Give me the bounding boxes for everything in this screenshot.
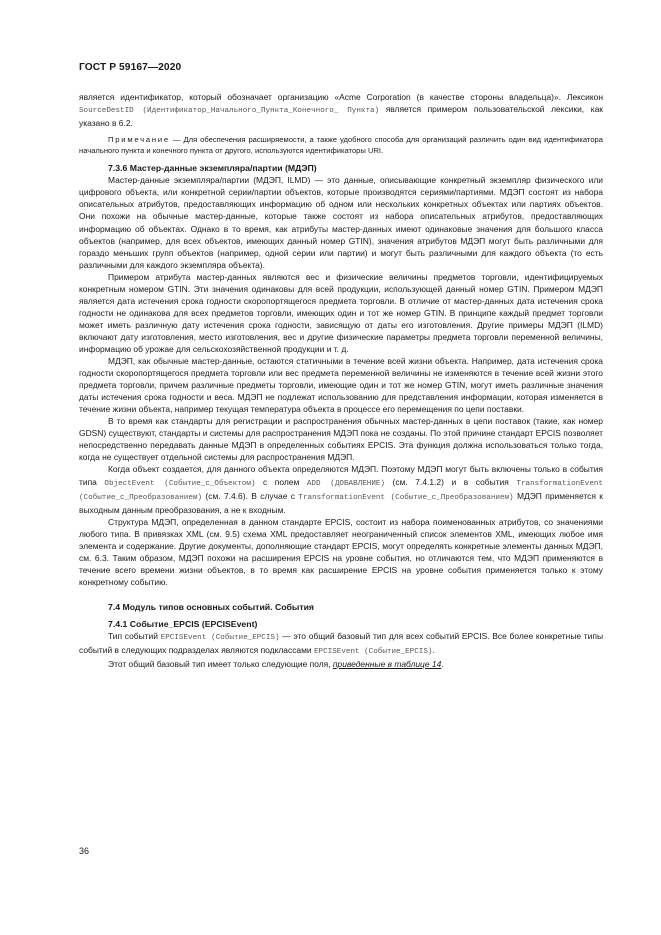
section-heading-7-3-6: 7.3.6 Мастер-данные экземпляра/партии (МДЭП) <box>108 163 317 174</box>
paragraph <box>79 630 603 658</box>
text-span: . <box>432 644 435 655</box>
text-span: МДЭП применяется к выходным данным преобразования, а не к входным. <box>79 490 603 515</box>
text-span: Этот общий базовый тип имеет только следующие поля, <box>108 659 333 670</box>
code-span: SourceDestID (Идентификатор_Начального_Пункта_Конечного_ Пункта) <box>79 107 380 116</box>
page-number: 36 <box>79 846 90 856</box>
text-span: — это общий базовый тип для всех событий EPCIS. Все более конкретные типы событий в следующих подразделах являются подклассами <box>79 630 604 655</box>
page-content <box>79 91 603 670</box>
code-span: ADD (ДОБАВЛЕНИЕ) <box>306 479 385 488</box>
note-text: — Для обеспечения расширяемости, а также удобного способа для организаций различить один вид идентификатора начального пункта и конечного пункта от другого, используются идентификаторы URI. <box>79 135 603 155</box>
code-span: ObjectEvent (Событие_с_Объектом) <box>104 479 256 488</box>
text-span: . <box>441 659 444 670</box>
paragraph: Примером атрибута мастер-данных являются вес и физические величины предметов торговли, идентифицируемых конкретным номером GTIN. Эти значения одинаковы для всей продукции, использующей данный номер GTIN. Примером МДЭП является дата истечения срока годности скоропортящегося предмета торговли. В отличие от мастер-данных дата истечения срока годности не одинакова для всех предметов торговли, имеющих один и тот же номер GTIN. В принципе каждый предмет торговли может иметь различную дату истечения срока годности, зависящую от даты его изготовления. Другие примеры МДЭП (ILMD) включают дату изготовления, место изготовления, вес и другие физические параметры предмета торговли переменной величины, информацию об урожае для сельскохозяйственной продукции и т. д. <box>79 271 603 354</box>
intro-paragraph <box>79 91 603 129</box>
note-label: Примечание <box>108 135 170 145</box>
paragraph: Структура МДЭП, определенная в данном стандарте EPCIS, состоит из набора поименованных атрибутов, со значениями любого типа. В привязках XML (см. 9.5) схема XML предоставляет неограниченный список элементов XML, имеющих любое имя элемента и содержание. Другие документы, дополняющие стандарт EPCIS, могут определять конкретные элементы данных МДЭП, см. 6.3. Таким образом, МДЭП похожи на расширения EPCIS на уровне события, но отличаются тем, что МДЭП применяются в течение всего времени жизни объектов, в то время как расширение EPCIS на уровне события применяется только к этому конкретному событию. <box>79 516 603 587</box>
table-reference-link[interactable]: приведенные в таблице 14 <box>332 659 442 670</box>
code-span: TransformationEvent (Событие_с_Преобразованием) <box>298 493 514 502</box>
note-paragraph <box>79 135 603 156</box>
code-span: TransformationEvent (Событие_с_Преобразованием) <box>79 479 603 502</box>
text-span: (см. 7.4.6). В случае с <box>202 490 299 501</box>
text-span: Когда объект создается, для данного объекта определяются МДЭП. Поэтому МДЭП могут быть включены только в события типа <box>79 464 603 487</box>
text-span: Тип событий <box>108 630 161 641</box>
section-heading-7-4-1: 7.4.1 Событие_EPCIS (EPCISEvent) <box>108 618 258 629</box>
text-span: (см. 7.4.1.2) и в события <box>385 476 517 487</box>
code-span: EPCISEvent (Событие_EPCIS) <box>313 647 433 656</box>
document-header: ГОСТ Р 59167—2020 <box>79 62 182 73</box>
section-heading-7-4: 7.4 Модуль типов основных событий. События <box>108 601 314 612</box>
code-span: EPCISEvent (Событие_EPCIS) <box>160 633 280 642</box>
paragraph <box>79 463 603 515</box>
paragraph <box>79 658 603 670</box>
paragraph: В то время как стандарты для регистрации и распространения обычных мастер-данных в цепи поставок (такие, как номер GDSN) существуют, стандарты и системы для распространения МДЭП пока не созданы. По этой причине стандарт EPCIS позволяет непосредственно передавать данные МДЭП в определенных событиях EPCIS. Эта функция должна использоваться только тогда, когда не существует отдельной системы для распространения МДЭП. <box>79 416 603 463</box>
text-span: с полем <box>255 476 307 487</box>
paragraph: МДЭП, как обычные мастер-данные, остаются статичными в течение всей жизни объекта. Например, дата истечения срока годности скоропортящегося предмета торговли или вес предмета переменной величины не изменяются в течение всей жизни этого предмета торговли, причем различные предметы торговли, имеющие один и тот же номер GTIN, могут иметь различные значения даты истечения срока годности и веса. МДЭП не подлежат использованию для представления информации, которая изменяется в течение жизни объекта, например текущая температура объекта в процессе его перемещения по цепи поставки. <box>79 356 603 415</box>
text-span: является примером пользовательской лексики, как указано в 6.2. <box>79 104 603 129</box>
paragraph: Мастер-данные экземпляра/партии (МДЭП, ILMD) — это данные, описывающие конкретный экземпляр физического или цифрового объекта, или конкретной серии/партии объектов, которые производятся сериями/партиями. МДЭП состоят из набора описательных атрибутов, предоставляющих информацию об одном или нескольких конкретных объектах или партиях объектов. Они похожи на обычные мастер-данные, которые также состоят из набора описательных атрибутов, предоставляющих информацию об объектах. Однако в то время, как атрибуты мастер-данных имеют одинаковые значения для большого класса объектов (например, для всех объектов, имеющих данный номер GTIN), значения атрибутов МДЭП могут быть различными для гораздо меньших групп объектов (например, одной серии или партии) и могут быть различными для каждого объекта (то есть различными для каждого экземпляра объекта). <box>79 175 603 270</box>
text-span: является идентификатор, который обозначает организацию «Acme Corporation (в качестве стороны владельца)». Лексикон <box>79 92 603 102</box>
